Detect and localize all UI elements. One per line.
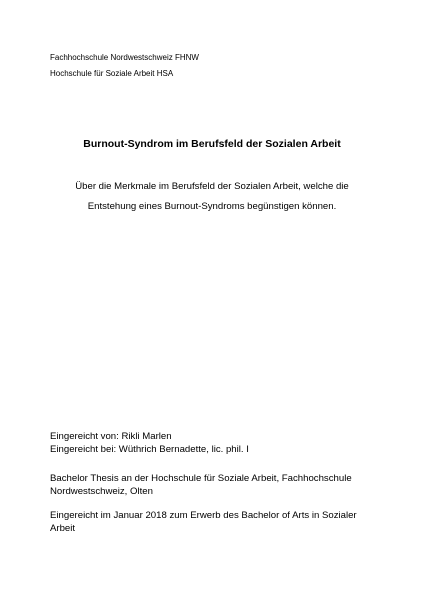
thesis-line-2: Nordwestschweiz, Olten [50, 486, 153, 497]
school-name: Hochschule für Soziale Arbeit HSA [50, 69, 174, 78]
submitted-by: Eingereicht von: Rikli Marlen [50, 431, 172, 442]
submission-info [50, 430, 249, 456]
thesis-info [50, 472, 380, 498]
document-subtitle [40, 177, 384, 217]
institution-header [50, 50, 199, 82]
subtitle-line-1: Über die Merkmale im Berufsfeld der Sozialen Arbeit, welche die [75, 181, 349, 192]
submission-date-line-2: Arbeit [50, 523, 76, 534]
submission-date-info [50, 509, 380, 535]
institution-name: Fachhochschule Nordwestschweiz FHNW [50, 53, 199, 62]
submitted-to: Eingereicht bei: Wüthrich Bernadette, lic. phil. I [50, 444, 249, 455]
document-title: Burnout-Syndrom im Berufsfeld der Sozialen Arbeit [83, 138, 341, 150]
submission-date-line-1: Eingereicht im Januar 2018 zum Erwerb des Bachelor of Arts in Sozialer [50, 510, 357, 521]
thesis-line-1: Bachelor Thesis an der Hochschule für Soziale Arbeit, Fachhochschule [50, 473, 352, 484]
subtitle-line-2: Entstehung eines Burnout-Syndroms begünstigen können. [87, 201, 337, 212]
